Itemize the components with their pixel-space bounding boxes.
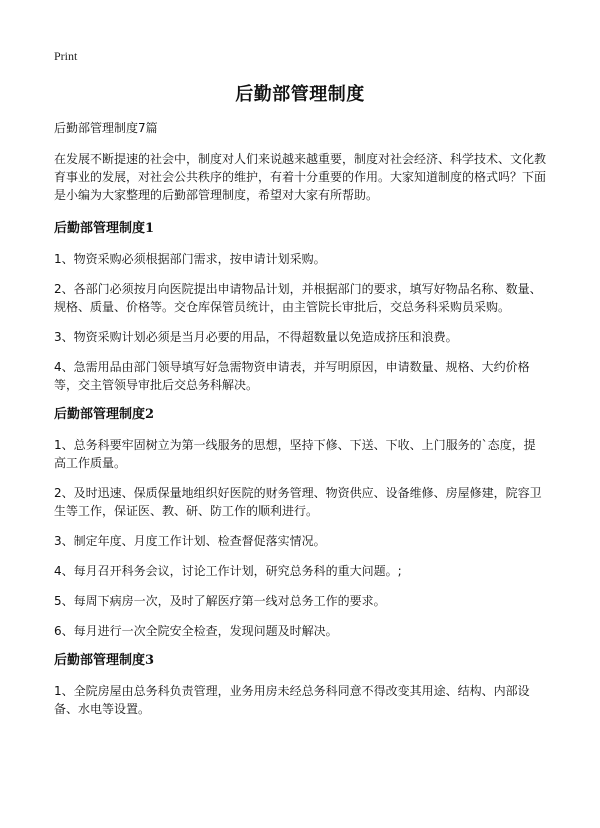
page-title: 后勤部管理制度 bbox=[235, 84, 365, 105]
section-heading: 后勤部管理制度3 bbox=[54, 653, 155, 668]
list-item: 2、各部门必须按月向医院提出申请物品计划，并根据部门的要求，填写好物品名称、数量、规格、质量、价格等。交仓库保管员统计，由主管院长审批后，交总务科采购员采购。 bbox=[54, 282, 542, 314]
document-subtitle: 后勤部管理制度7篇 bbox=[54, 121, 158, 135]
list-item: 6、每月进行一次全院安全检查，发现问题及时解决。 bbox=[54, 624, 338, 638]
list-item: 3、制定年度、月度工作计划、检查督促落实情况。 bbox=[54, 534, 326, 548]
list-item: 1、总务科要牢固树立为第一线服务的思想，坚持下修、下送、下收、上门服务的`态度，提高工作质量。 bbox=[54, 438, 536, 470]
section-heading: 后勤部管理制度2 bbox=[54, 407, 155, 422]
list-item: 2、及时迅速、保质保量地组织好医院的财务管理、物资供应、设备维修、房屋修建，院容卫生等工作，保证医、教、研、防工作的顺利进行。 bbox=[54, 486, 542, 518]
list-item: 4、每月召开科务会议，讨论工作计划，研究总务科的重大问题。; bbox=[54, 564, 402, 578]
intro-paragraph: 在发展不断提速的社会中，制度对人们来说越来越重要，制度对社会经济、科学技术、文化教育事业的发展，对社会公共秩序的维护，有着十分重要的作用。大家知道制度的格式吗？下面是小编为大家整理的后勤部管理制度，希望对大家有所帮助。 bbox=[54, 152, 547, 202]
print-link[interactable]: Print bbox=[54, 49, 78, 63]
list-item: 1、全院房屋由总务科负责管理，业务用房未经总务科同意不得改变其用途、结构、内部设备、水电等设置。 bbox=[54, 684, 530, 716]
list-item: 1、物资采购必须根据部门需求，按申请计划采购。 bbox=[54, 252, 326, 266]
document-body bbox=[54, 150, 546, 730]
list-item: 3、物资采购计划必须是当月必要的用品，不得超数量以免造成挤压和浪费。 bbox=[54, 330, 458, 344]
section-heading: 后勤部管理制度1 bbox=[54, 221, 155, 236]
list-item: 5、每周下病房一次，及时了解医疗第一线对总务工作的要求。 bbox=[54, 594, 386, 608]
list-item: 4、急需用品由部门领导填写好急需物资申请表，并写明原因，申请数量、规格、大约价格等，交主管领导审批后交总务科解决。 bbox=[54, 360, 530, 392]
